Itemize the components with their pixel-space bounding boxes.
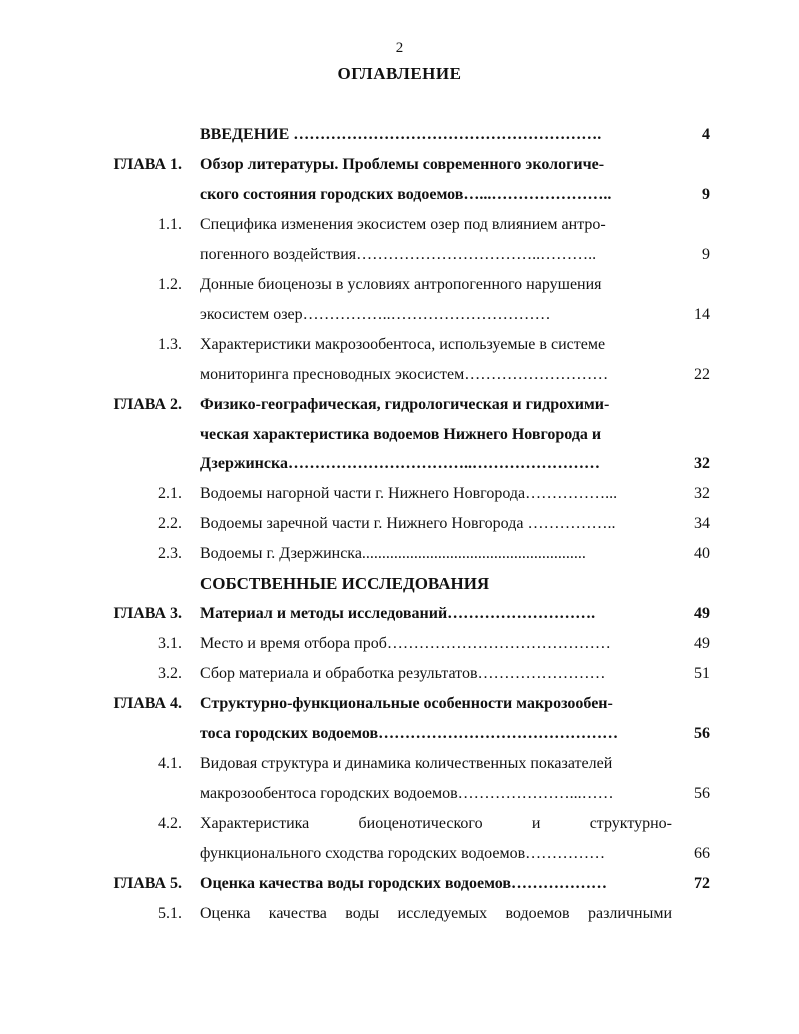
toc-line-text: Специфика изменения экосистем озер под влиянием антро- <box>200 215 606 233</box>
toc-line-page: 51 <box>694 665 710 683</box>
toc-line-label: ГЛАВА 5. <box>113 874 182 892</box>
toc-line-page: 32 <box>694 485 710 503</box>
toc-line-page: 40 <box>694 545 710 563</box>
toc-line <box>0 360 799 390</box>
toc-line-text: Характеристики макрозообентоса, используемые в системе <box>200 335 606 353</box>
toc-line <box>0 150 799 180</box>
toc-line-label: 4.1. <box>158 754 182 772</box>
toc-line <box>0 569 799 599</box>
toc-line <box>0 300 799 330</box>
toc-line-text: Обзор литературы. Проблемы современного экологиче- <box>200 155 605 173</box>
toc-line-text: Водоемы нагорной части г. Нижнего Новгорода……………... <box>200 485 618 503</box>
toc-line-page: 56 <box>694 725 710 742</box>
toc-line-page: 66 <box>694 844 710 862</box>
page-number: 2 <box>395 40 404 56</box>
toc-line-text: Характеристика биоценотического и структурно- <box>200 814 672 832</box>
toc-line-label: 5.1. <box>158 904 182 922</box>
toc-line <box>0 390 799 420</box>
toc-line-page: 56 <box>694 784 710 802</box>
toc-line-text: Донные биоценозы в условиях антропогенного нарушения <box>200 275 602 293</box>
toc-line <box>0 749 799 779</box>
toc-line <box>0 899 799 929</box>
toc-line-label: 1.2. <box>158 275 182 293</box>
toc-line-label: 1.1. <box>158 215 182 233</box>
toc-line-text: Дзержинска……………………………..…………………… <box>200 455 600 473</box>
toc-line-label: ГЛАВА 1. <box>113 155 182 173</box>
toc-line-text: экосистем озер……………..………………………… <box>200 305 551 323</box>
toc-line-page: 4 <box>702 126 710 143</box>
toc-line-text: Структурно-функциональные особенности макрозообен- <box>200 695 613 713</box>
toc-line-page: 49 <box>694 635 710 653</box>
toc-line-page: 9 <box>702 245 710 263</box>
toc-line-page: 72 <box>694 874 710 892</box>
toc-line-text: ского состояния городских водоемов…...………………….. <box>200 185 612 203</box>
toc-line-text: ВВЕДЕНИЕ …………………………………………………. <box>200 126 602 143</box>
toc-line <box>0 120 799 150</box>
toc-line-label: 2.1. <box>158 485 182 503</box>
toc-line <box>0 869 799 899</box>
toc-line-page: 14 <box>694 305 710 323</box>
toc-line <box>0 479 799 509</box>
toc-line-text: Оценка качества воды исследуемых водоемов различными <box>200 904 672 922</box>
toc-line <box>0 659 799 689</box>
toc-line-label: 4.2. <box>158 814 182 832</box>
toc-line <box>0 629 799 659</box>
toc-line-text: функционального сходства городских водоемов…………… <box>200 844 606 862</box>
toc-line <box>0 839 799 869</box>
toc-line-label: 1.3. <box>158 335 182 353</box>
toc-line-text: тоса городских водоемов……………………………………… <box>200 725 619 742</box>
toc-line-page: 34 <box>694 515 710 533</box>
toc-line-text: Видовая структура и динамика количественных показателей <box>200 754 613 772</box>
toc-title: ОГЛАВЛЕНИЕ <box>337 64 462 83</box>
toc-line-text: Оценка качества воды городских водоемов……………… <box>200 874 608 892</box>
toc-line-label: 3.1. <box>158 635 182 653</box>
toc-line-label: 3.2. <box>158 665 182 683</box>
toc-line-text: макрозообентоса городских водоемов…………………...…… <box>200 784 614 802</box>
toc-line <box>0 210 799 240</box>
toc-line <box>0 180 799 210</box>
toc-line <box>0 809 799 839</box>
toc-line-label: ГЛАВА 2. <box>113 395 182 413</box>
toc-line-text: Материал и методы исследований………………………. <box>200 605 596 623</box>
toc-line <box>0 719 799 749</box>
toc-line-text: мониторинга пресноводных экосистем……………………… <box>200 365 609 383</box>
toc-line-text: Физико-географическая, гидрологическая и гидрохими- <box>200 395 610 413</box>
toc-line-text: СОБСТВЕННЫЕ ИССЛЕДОВАНИЯ <box>200 574 490 594</box>
toc-line-text: Сбор материала и обработка результатов…………………… <box>200 665 606 683</box>
toc-line-label: ГЛАВА 3. <box>113 605 182 623</box>
toc-line-label: 2.2. <box>158 515 182 533</box>
toc-line <box>0 240 799 270</box>
toc-line <box>0 779 799 809</box>
toc-line-label: 2.3. <box>158 545 182 563</box>
toc-line-page: 22 <box>694 365 710 383</box>
toc-line-text: Место и время отбора проб…………………………………… <box>200 635 611 653</box>
toc-line-text: погенного воздействия……………………………..……….. <box>200 245 597 263</box>
toc-line-page: 49 <box>694 605 710 623</box>
toc-line <box>0 539 799 569</box>
toc-line-text: Водоемы заречной части г. Нижнего Новгорода …………….. <box>200 515 616 533</box>
toc-line <box>0 330 799 360</box>
toc-line-text: ческая характеристика водоемов Нижнего Новгорода и <box>200 425 602 443</box>
toc-line <box>0 599 799 629</box>
toc-line-label: ГЛАВА 4. <box>113 695 182 713</box>
toc-line <box>0 449 799 479</box>
toc-line-page: 9 <box>702 185 710 203</box>
toc-line-text: Водоемы г. Дзержинска........................................................ <box>200 545 586 563</box>
toc-line-page: 32 <box>694 455 710 473</box>
toc-line <box>0 420 799 450</box>
toc-line <box>0 509 799 539</box>
toc-line <box>0 270 799 300</box>
toc-line <box>0 689 799 719</box>
